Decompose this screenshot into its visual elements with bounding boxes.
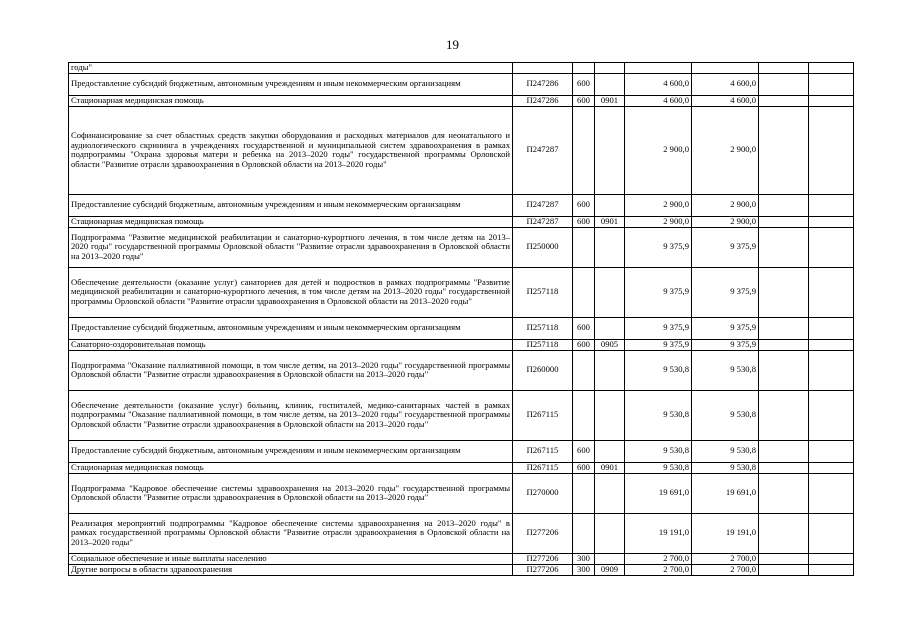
page-number: 19 — [446, 37, 459, 52]
cell-amount-1: 2 700,0 — [625, 553, 692, 564]
cell-target-code: П267115 — [513, 440, 573, 462]
cell-section-code: 0901 — [595, 95, 625, 106]
cell-target-code: П247286 — [513, 95, 573, 106]
cell-section-code — [595, 106, 625, 194]
table-row — [69, 267, 854, 317]
cell-amount-1: 2 700,0 — [625, 564, 692, 575]
table-row — [69, 194, 854, 216]
cell-empty-1 — [759, 440, 809, 462]
cell-expense-type — [573, 390, 595, 440]
cell-amount-2: 19 191,0 — [692, 513, 759, 553]
table-row — [69, 462, 854, 473]
cell-empty-2 — [809, 227, 854, 267]
cell-amount-1: 2 900,0 — [625, 216, 692, 227]
table-row — [69, 339, 854, 350]
cell-section-code: 0905 — [595, 339, 625, 350]
cell-expense-type: 600 — [573, 317, 595, 339]
cell-expense-type: 600 — [573, 216, 595, 227]
cell-empty-2 — [809, 106, 854, 194]
cell-name: Другие вопросы в области здравоохранения — [69, 564, 513, 575]
cell-empty-2 — [809, 194, 854, 216]
cell-expense-type: 600 — [573, 194, 595, 216]
cell-expense-type: 600 — [573, 339, 595, 350]
cell-empty-2 — [809, 339, 854, 350]
cell-target-code: П277206 — [513, 564, 573, 575]
cell-section-code — [595, 350, 625, 390]
cell-name: годы" — [69, 63, 513, 74]
cell-empty-1 — [759, 339, 809, 350]
cell-expense-type — [573, 350, 595, 390]
table-row — [69, 63, 854, 74]
cell-section-code — [595, 194, 625, 216]
cell-amount-2: 9 530,8 — [692, 350, 759, 390]
cell-amount-1: 19 691,0 — [625, 473, 692, 513]
cell-target-code: П257118 — [513, 317, 573, 339]
cell-name: Санаторно-оздоровительная помощь — [69, 339, 513, 350]
table-row — [69, 513, 854, 553]
cell-name: Реализация мероприятий подпрограммы "Кадровое обеспечение системы здравоохранения на 2013–2020 годы" в рамках государственной программы Орловской области "Развитие отрасли здравоохранения в Орловской области на 2013–2020 годы" — [69, 513, 513, 553]
cell-amount-2: 2 700,0 — [692, 564, 759, 575]
table-row — [69, 350, 854, 390]
cell-section-code: 0901 — [595, 216, 625, 227]
cell-amount-1: 4 600,0 — [625, 73, 692, 95]
cell-amount-1: 9 530,8 — [625, 440, 692, 462]
table-row — [69, 106, 854, 194]
cell-amount-1: 2 900,0 — [625, 106, 692, 194]
cell-empty-1 — [759, 73, 809, 95]
cell-empty-2 — [809, 350, 854, 390]
cell-empty-1 — [759, 267, 809, 317]
cell-section-code — [595, 63, 625, 74]
cell-name: Стационарная медицинская помощь — [69, 462, 513, 473]
cell-amount-2: 9 530,8 — [692, 440, 759, 462]
cell-empty-2 — [809, 564, 854, 575]
cell-amount-1: 9 375,9 — [625, 317, 692, 339]
cell-expense-type — [573, 473, 595, 513]
cell-amount-1: 9 530,8 — [625, 350, 692, 390]
cell-expense-type: 600 — [573, 462, 595, 473]
cell-empty-1 — [759, 227, 809, 267]
cell-empty-2 — [809, 267, 854, 317]
cell-expense-type: 600 — [573, 440, 595, 462]
cell-empty-2 — [809, 63, 854, 74]
cell-amount-2: 4 600,0 — [692, 95, 759, 106]
cell-name: Подпрограмма "Кадровое обеспечение системы здравоохранения на 2013–2020 годы" государственной программы Орловской области "Развитие отрасли здравоохранения в Орловской области на 2013–2020 годы" — [69, 473, 513, 513]
cell-section-code — [595, 227, 625, 267]
cell-name: Подпрограмма "Оказание паллиативной помощи, в том числе детям, на 2013–2020 годы" государственной программы Орловской области "Развитие отрасли здравоохранения в Орловской области на 2013–2020 годы" — [69, 350, 513, 390]
cell-amount-2: 2 900,0 — [692, 194, 759, 216]
cell-section-code — [595, 73, 625, 95]
cell-empty-2 — [809, 440, 854, 462]
cell-name: Софинансирование за счет областных средств закупки оборудования и расходных материалов для неонатального и аудиологического скрининга в учреждениях государственной и муниципальной систем здравоохранения в рамках подпрограммы "Охрана здоровья матери и ребенка на 2013–2020 годы" государственной программы Орловской области "Развитие отрасли здравоохранения в Орловской области на 2013–2020 годы" — [69, 106, 513, 194]
cell-amount-1 — [625, 63, 692, 74]
cell-target-code: П267115 — [513, 462, 573, 473]
cell-amount-2: 9 530,8 — [692, 390, 759, 440]
cell-expense-type — [573, 513, 595, 553]
cell-amount-2: 2 900,0 — [692, 106, 759, 194]
cell-section-code: 0901 — [595, 462, 625, 473]
cell-name: Стационарная медицинская помощь — [69, 216, 513, 227]
cell-amount-1: 9 530,8 — [625, 390, 692, 440]
cell-target-code: П247287 — [513, 216, 573, 227]
cell-section-code — [595, 440, 625, 462]
cell-empty-1 — [759, 462, 809, 473]
cell-empty-2 — [809, 95, 854, 106]
cell-name: Предоставление субсидий бюджетным, автономным учреждениям и иным некоммерческим организациям — [69, 317, 513, 339]
cell-section-code — [595, 267, 625, 317]
cell-empty-2 — [809, 317, 854, 339]
cell-target-code: П247287 — [513, 106, 573, 194]
cell-name: Предоставление субсидий бюджетным, автономным учреждениям и иным некоммерческим организациям — [69, 440, 513, 462]
table-row — [69, 73, 854, 95]
cell-amount-1: 19 191,0 — [625, 513, 692, 553]
cell-empty-1 — [759, 194, 809, 216]
cell-amount-2: 4 600,0 — [692, 73, 759, 95]
cell-target-code: П250000 — [513, 227, 573, 267]
cell-amount-2: 2 700,0 — [692, 553, 759, 564]
cell-amount-2: 9 375,9 — [692, 317, 759, 339]
cell-name: Обеспечение деятельности (оказание услуг) санаториев для детей и подростков в рамках подпрограммы "Развитие медицинской реабилитации и санаторно-курортного лечения, в том числе детям на 2013–2020 годы" государственной программы Орловской области "Развитие отрасли здравоохранения в Орловской области на 2013–2020 годы" — [69, 267, 513, 317]
table-row — [69, 95, 854, 106]
cell-amount-2: 2 900,0 — [692, 216, 759, 227]
cell-name: Предоставление субсидий бюджетным, автономным учреждениям и иным некоммерческим организациям — [69, 194, 513, 216]
cell-expense-type — [573, 267, 595, 317]
cell-target-code: П247287 — [513, 194, 573, 216]
table-row — [69, 317, 854, 339]
cell-target-code: П277206 — [513, 553, 573, 564]
cell-target-code — [513, 63, 573, 74]
cell-amount-1: 4 600,0 — [625, 95, 692, 106]
cell-expense-type: 300 — [573, 564, 595, 575]
cell-empty-1 — [759, 63, 809, 74]
cell-amount-2: 9 375,9 — [692, 227, 759, 267]
cell-expense-type — [573, 63, 595, 74]
cell-name: Предоставление субсидий бюджетным, автономным учреждениям и иным некоммерческим организациям — [69, 73, 513, 95]
cell-empty-2 — [809, 390, 854, 440]
cell-empty-1 — [759, 473, 809, 513]
cell-name: Социальное обеспечение и иные выплаты населению — [69, 553, 513, 564]
cell-expense-type — [573, 227, 595, 267]
cell-amount-2: 19 691,0 — [692, 473, 759, 513]
table-row — [69, 473, 854, 513]
table-body — [69, 63, 854, 576]
cell-empty-1 — [759, 553, 809, 564]
table-row — [69, 227, 854, 267]
table-row — [69, 564, 854, 575]
cell-empty-2 — [809, 73, 854, 95]
cell-amount-1: 2 900,0 — [625, 194, 692, 216]
budget-table — [68, 62, 854, 576]
cell-section-code — [595, 473, 625, 513]
cell-expense-type: 600 — [573, 95, 595, 106]
cell-section-code: 0909 — [595, 564, 625, 575]
cell-amount-1: 9 530,8 — [625, 462, 692, 473]
cell-name: Подпрограмма "Развитие медицинской реабилитации и санаторно-курортного лечения, в том числе детям на 2013–2020 годы" государственной программы Орловской области "Развитие отрасли здравоохранения в Орловской области на 2013–2020 годы" — [69, 227, 513, 267]
cell-name: Стационарная медицинская помощь — [69, 95, 513, 106]
cell-target-code: П257118 — [513, 267, 573, 317]
cell-empty-2 — [809, 513, 854, 553]
cell-expense-type: 600 — [573, 73, 595, 95]
table-row — [69, 390, 854, 440]
cell-target-code: П260000 — [513, 350, 573, 390]
cell-section-code — [595, 317, 625, 339]
cell-target-code: П270000 — [513, 473, 573, 513]
cell-amount-1: 9 375,9 — [625, 339, 692, 350]
table-row — [69, 553, 854, 564]
cell-section-code — [595, 513, 625, 553]
cell-name: Обеспечение деятельности (оказание услуг) больниц, клиник, госпиталей, медико-санитарных частей в рамках подпрограммы "Оказание паллиативной помощи, в том числе детям, на 2013–2020 годы" государственной программы Орловской области "Развитие отрасли здравоохранения в Орловской области на 2013–2020 годы" — [69, 390, 513, 440]
cell-empty-1 — [759, 216, 809, 227]
cell-target-code: П247286 — [513, 73, 573, 95]
table-row — [69, 216, 854, 227]
cell-amount-1: 9 375,9 — [625, 267, 692, 317]
cell-amount-2 — [692, 63, 759, 74]
cell-section-code — [595, 390, 625, 440]
cell-empty-2 — [809, 462, 854, 473]
cell-target-code: П267115 — [513, 390, 573, 440]
cell-empty-2 — [809, 553, 854, 564]
cell-expense-type: 300 — [573, 553, 595, 564]
cell-section-code — [595, 553, 625, 564]
cell-amount-2: 9 375,9 — [692, 267, 759, 317]
cell-empty-1 — [759, 513, 809, 553]
cell-expense-type — [573, 106, 595, 194]
cell-empty-1 — [759, 95, 809, 106]
cell-empty-1 — [759, 106, 809, 194]
cell-amount-1: 9 375,9 — [625, 227, 692, 267]
table-row — [69, 440, 854, 462]
cell-empty-1 — [759, 564, 809, 575]
cell-empty-1 — [759, 390, 809, 440]
cell-empty-2 — [809, 216, 854, 227]
cell-amount-2: 9 375,9 — [692, 339, 759, 350]
cell-empty-2 — [809, 473, 854, 513]
cell-empty-1 — [759, 350, 809, 390]
cell-target-code: П277206 — [513, 513, 573, 553]
cell-amount-2: 9 530,8 — [692, 462, 759, 473]
cell-target-code: П257118 — [513, 339, 573, 350]
cell-empty-1 — [759, 317, 809, 339]
